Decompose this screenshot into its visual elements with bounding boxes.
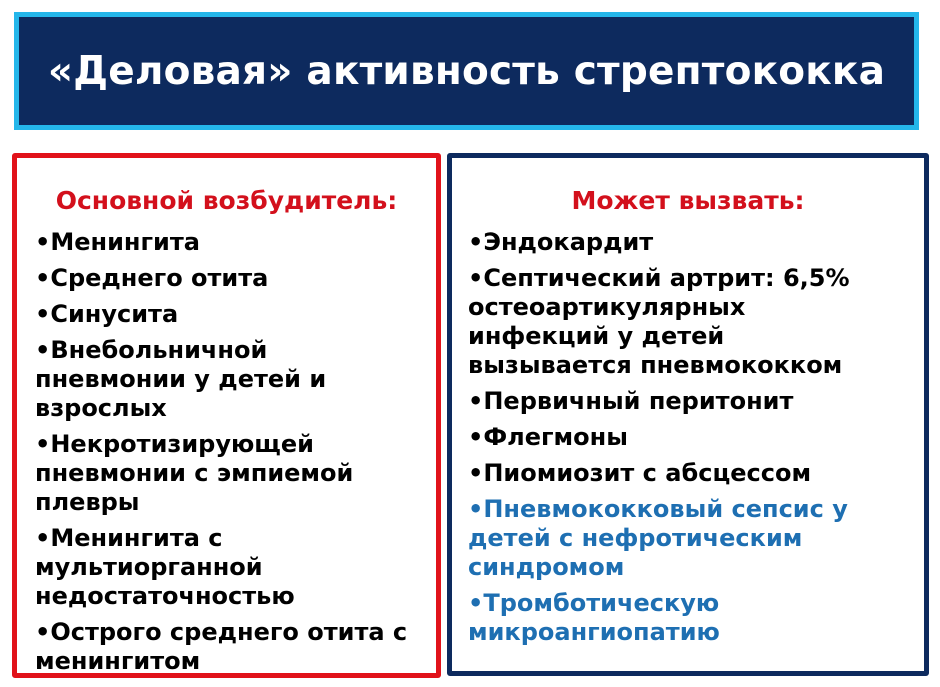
list-item-sinusitis: •Синусита (35, 300, 179, 328)
primary-pathogen-panel (12, 153, 441, 678)
list-item-community-pneumonia: •Внебольничной пневмонии у детей и взрослых (35, 336, 327, 422)
title-banner (14, 12, 919, 130)
list-item-otitis-media: •Среднего отита (35, 264, 269, 292)
primary-pathogen-heading: Основной возбудитель: (55, 186, 398, 215)
may-cause-list (468, 228, 850, 654)
list-item-peritonitis: •Первичный перитонит (468, 387, 794, 415)
list-item-meningitis: •Менингита (35, 228, 200, 256)
list-item-endocarditis: •Эндокардит (468, 228, 654, 256)
list-item-thrombotic-microangiopathy: •Тромботическую микроангиопатию (468, 589, 720, 646)
list-item-septic-arthritis: •Септический артрит: 6,5% остеоартикулярных инфекций у детей вызывается пневмококком (468, 264, 850, 379)
list-item-necrotizing-pneumonia: •Некротизирующей пневмонии с эмпиемой плевры (35, 430, 354, 516)
list-item-meningitis-multiorgan: •Менингита с мультиорганной недостаточностью (35, 524, 295, 610)
slide-title: «Деловая» активность стрептококка (47, 48, 886, 94)
list-item-otitis-with-meningitis: •Острого среднего отита с менингитом (35, 618, 408, 675)
list-item-pyomyositis: •Пиомиозит с абсцессом (468, 459, 812, 487)
may-cause-panel (447, 153, 929, 676)
may-cause-heading: Может вызвать: (571, 186, 805, 215)
list-item-pneumococcal-sepsis: •Пневмококковый сепсис у детей с нефротическим синдромом (468, 495, 848, 581)
list-item-phlegmons: •Флегмоны (468, 423, 628, 451)
primary-pathogen-list (35, 228, 407, 683)
